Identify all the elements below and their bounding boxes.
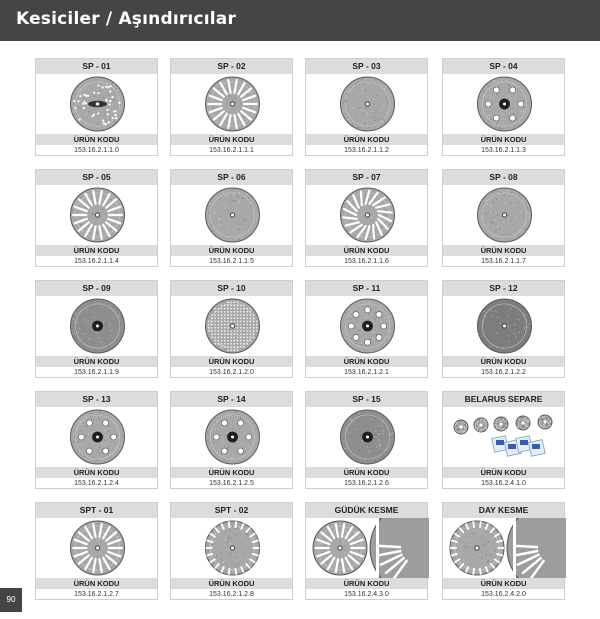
product-card — [170, 391, 293, 489]
disc-pair-slotted-icon — [306, 518, 427, 578]
product-card — [35, 169, 158, 267]
product-code-label: ÜRÜN KODU — [171, 356, 292, 367]
product-name: SP - 03 — [306, 59, 427, 74]
disc-six-holes-icon — [171, 407, 292, 467]
product-name: SP - 14 — [171, 392, 292, 407]
product-card — [305, 391, 428, 489]
product-name: SP - 13 — [36, 392, 157, 407]
product-card — [442, 391, 565, 489]
product-code-label: ÜRÜN KODU — [171, 467, 292, 478]
product-code: 153.16.2.1.1.0 — [74, 147, 119, 154]
disc-solid-smooth-icon — [306, 74, 427, 134]
product-code-label: ÜRÜN KODU — [306, 245, 427, 256]
product-code-label: ÜRÜN KODU — [443, 578, 564, 589]
product-card — [35, 280, 158, 378]
disc-six-holes-icon — [443, 74, 564, 134]
page-title: Kesiciler / Aşındırıcılar — [16, 9, 237, 29]
disc-solid-grit-icon — [171, 185, 292, 245]
product-name: SP - 01 — [36, 59, 157, 74]
product-card — [442, 280, 565, 378]
disc-radial-slots-icon — [36, 518, 157, 578]
product-name: SP - 12 — [443, 281, 564, 296]
product-code-label: ÜRÜN KODU — [306, 134, 427, 145]
product-code: 153.16.2.1.1.2 — [344, 147, 389, 154]
product-card — [305, 58, 428, 156]
product-name: SPT - 01 — [36, 503, 157, 518]
product-code: 153.16.2.1.2.7 — [74, 591, 119, 598]
product-name: SP - 10 — [171, 281, 292, 296]
page-number: 90 — [0, 588, 22, 612]
disc-perforated-wide-icon — [36, 74, 157, 134]
product-card — [442, 502, 565, 600]
disc-curved-slots-icon — [306, 185, 427, 245]
disc-dark-center-icon — [306, 407, 427, 467]
product-code: 153.16.2.1.1.3 — [481, 147, 526, 154]
product-code-label: ÜRÜN KODU — [171, 245, 292, 256]
product-name: SP - 04 — [443, 59, 564, 74]
product-card — [305, 280, 428, 378]
product-name: DAY KESME — [443, 503, 564, 518]
product-card — [170, 280, 293, 378]
product-card — [305, 502, 428, 600]
product-code: 153.16.2.1.2.6 — [344, 480, 389, 487]
disc-solid-dark-icon — [443, 296, 564, 356]
product-code: 153.16.2.1.2.4 — [74, 480, 119, 487]
product-code-label: ÜRÜN KODU — [306, 356, 427, 367]
product-code-label: ÜRÜN KODU — [306, 467, 427, 478]
product-code-label: ÜRÜN KODU — [443, 356, 564, 367]
disc-dark-center-icon — [36, 296, 157, 356]
disc-solid-grit-icon — [443, 185, 564, 245]
separator-disc-set-icon — [443, 407, 564, 467]
product-name: SP - 07 — [306, 170, 427, 185]
product-code: 153.16.2.1.1.4 — [74, 258, 119, 265]
product-name: BELARUS SEPARE — [443, 392, 564, 407]
product-code-label: ÜRÜN KODU — [443, 134, 564, 145]
product-card — [442, 58, 565, 156]
product-name: SP - 15 — [306, 392, 427, 407]
product-card — [170, 58, 293, 156]
disc-ring-holes-icon — [306, 296, 427, 356]
product-code: 153.16.2.1.2.8 — [209, 591, 254, 598]
disc-radial-slots-icon — [36, 185, 157, 245]
disc-toothed-icon — [171, 518, 292, 578]
product-code-label: ÜRÜN KODU — [306, 578, 427, 589]
product-name: SP - 06 — [171, 170, 292, 185]
product-name: SP - 02 — [171, 59, 292, 74]
product-code: 153.16.2.4.1.0 — [481, 480, 526, 487]
product-code: 153.16.2.4.2.0 — [481, 591, 526, 598]
product-grid — [35, 58, 566, 603]
product-name: GÜDÜK KESME — [306, 503, 427, 518]
disc-pair-toothed-icon — [443, 518, 564, 578]
product-code: 153.16.2.1.2.1 — [344, 369, 389, 376]
product-code: 153.16.2.1.2.0 — [209, 369, 254, 376]
product-card — [35, 391, 158, 489]
product-card — [170, 502, 293, 600]
product-code-label: ÜRÜN KODU — [36, 245, 157, 256]
product-code-label: ÜRÜN KODU — [171, 578, 292, 589]
product-card — [35, 58, 158, 156]
page-header — [0, 0, 600, 41]
product-code: 153.16.2.1.2.5 — [209, 480, 254, 487]
product-code-label: ÜRÜN KODU — [443, 245, 564, 256]
product-card — [305, 169, 428, 267]
product-name: SP - 11 — [306, 281, 427, 296]
disc-mesh-icon — [171, 296, 292, 356]
product-code-label: ÜRÜN KODU — [171, 134, 292, 145]
product-card — [35, 502, 158, 600]
product-code-label: ÜRÜN KODU — [36, 356, 157, 367]
product-code: 153.16.2.1.2.2 — [481, 369, 526, 376]
product-code: 153.16.2.1.1.6 — [344, 258, 389, 265]
product-card — [170, 169, 293, 267]
disc-six-holes-icon — [36, 407, 157, 467]
disc-radial-slots-icon — [171, 74, 292, 134]
product-card — [442, 169, 565, 267]
product-code: 153.16.2.1.1.5 — [209, 258, 254, 265]
product-name: SP - 05 — [36, 170, 157, 185]
product-code-label: ÜRÜN KODU — [36, 578, 157, 589]
product-name: SP - 08 — [443, 170, 564, 185]
product-name: SP - 09 — [36, 281, 157, 296]
product-code-label: ÜRÜN KODU — [443, 467, 564, 478]
product-code-label: ÜRÜN KODU — [36, 467, 157, 478]
product-code: 153.16.2.4.3.0 — [344, 591, 389, 598]
product-code: 153.16.2.1.1.1 — [209, 147, 254, 154]
product-name: SPT - 02 — [171, 503, 292, 518]
product-code: 153.16.2.1.1.7 — [481, 258, 526, 265]
product-code-label: ÜRÜN KODU — [36, 134, 157, 145]
product-code: 153.16.2.1.1.9 — [74, 369, 119, 376]
